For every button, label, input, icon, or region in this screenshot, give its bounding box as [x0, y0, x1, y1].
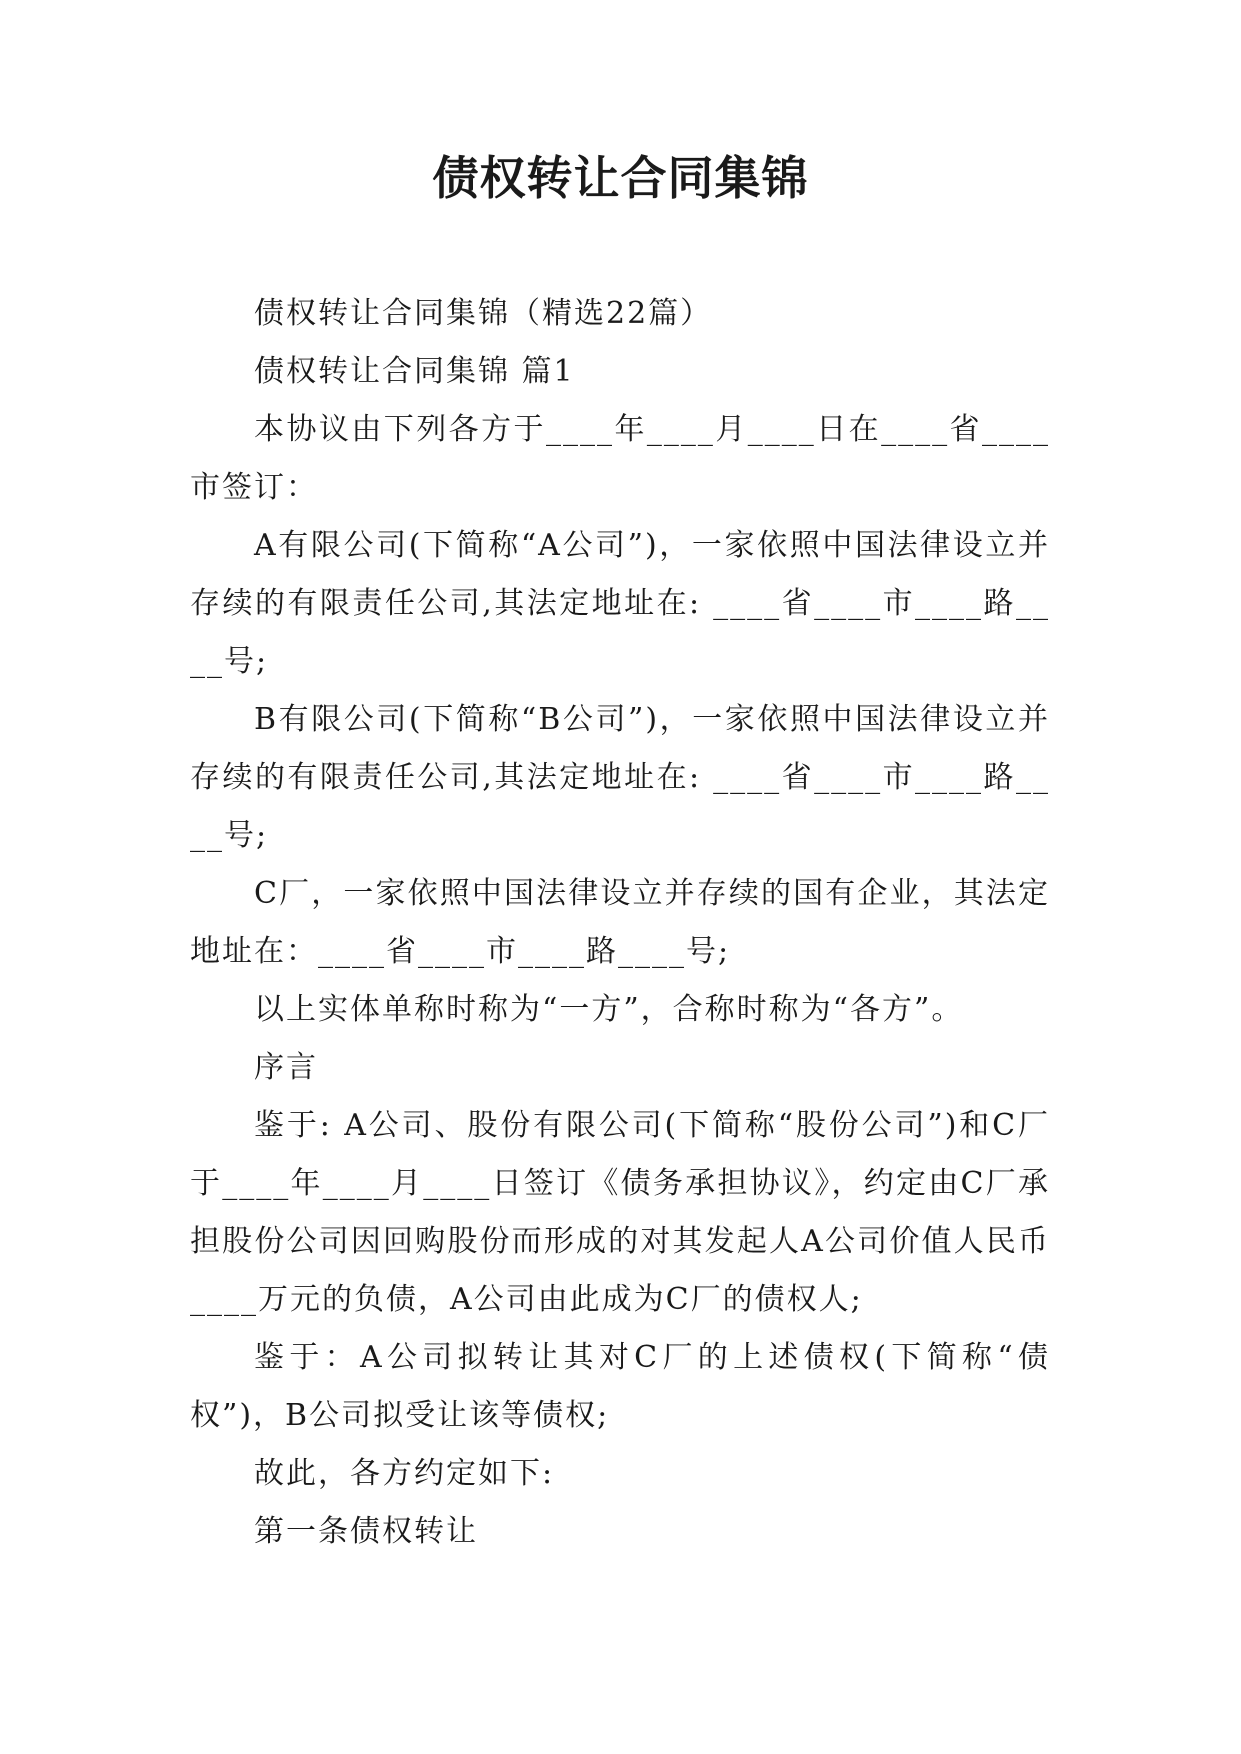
- paragraph-preface-heading: 序言: [254, 1050, 318, 1085]
- paragraph-party-a: A有限公司(下简称“A公司”)，一家依照中国法律设立并存续的有限责任公司,其法定地址在: ____省____市____路____号;: [190, 528, 1050, 679]
- paragraph-section-heading: 债权转让合同集锦 篇1: [254, 354, 575, 389]
- paragraph-article-1: 第一条债权转让: [254, 1514, 478, 1549]
- paragraph-definitions: 以上实体单称时称为“一方”，合称时称为“各方”。: [254, 992, 964, 1027]
- paragraph-whereas-1: 鉴于: A公司、股份有限公司(下简称“股份公司”)和C厂于____年____月____日签订《债务承担协议》，约定由C厂承担股份公司因回购股份而形成的对其发起人A公司价值人民币____万元的负债，A公司由此成为C厂的债权人;: [190, 1108, 1050, 1317]
- paragraph-agreement: 故此，各方约定如下:: [254, 1456, 555, 1491]
- paragraph-party-b: B有限公司(下简称“B公司”)，一家依照中国法律设立并存续的有限责任公司,其法定地址在: ____省____市____路____号;: [190, 702, 1050, 853]
- paragraph-party-c: C厂，一家依照中国法律设立并存续的国有企业，其法定地址在：____省____市____路____号;: [190, 876, 1050, 969]
- document-body: [190, 285, 1050, 1561]
- paragraph-signing: 本协议由下列各方于____年____月____日在____省____市签订：: [190, 412, 1050, 505]
- paragraph-subtitle: 债权转让合同集锦（精选22篇）: [254, 296, 713, 331]
- paragraph-whereas-2: 鉴于：A公司拟转让其对C厂的上述债权(下简称“债权”)，B公司拟受让该等债权;: [190, 1340, 1050, 1433]
- document-title: 债权转让合同集锦: [432, 151, 809, 205]
